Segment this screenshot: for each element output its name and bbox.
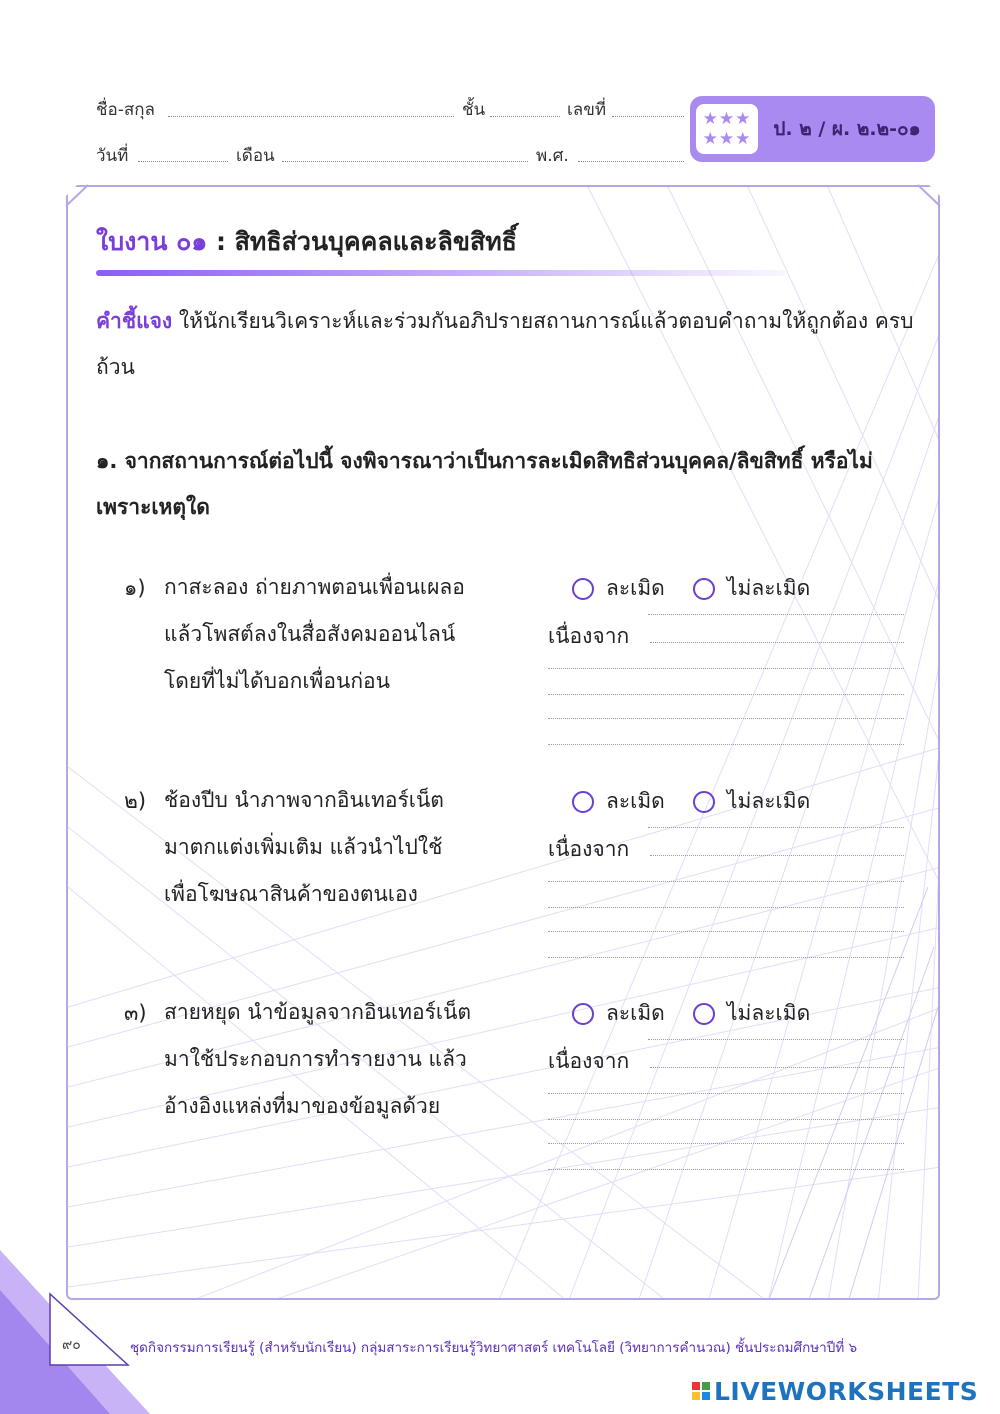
answer-line[interactable] — [650, 1067, 904, 1068]
answer-line[interactable] — [548, 957, 904, 958]
month-label: เดือน — [236, 146, 275, 166]
answer-line[interactable] — [548, 1119, 904, 1120]
number-field[interactable] — [612, 116, 684, 117]
option-violate[interactable]: ละเมิด — [572, 997, 665, 1030]
answer-line[interactable] — [650, 642, 904, 643]
name-field[interactable] — [168, 116, 454, 117]
because-label: เนื่องจาก — [548, 624, 630, 648]
year-label: พ.ศ. — [536, 146, 569, 166]
item-scenario: สายหยุด นำข้อมูลจากอินเทอร์เน็ต มาใช้ประกอบการทำรายงาน แล้ว อ้างอิงแหล่งที่มาของข้อมูลด้วย — [164, 1000, 472, 1118]
option-violate[interactable]: ละเมิด — [572, 785, 665, 818]
difficulty-stars-icon: ★★★ ★★★ — [696, 104, 758, 154]
answer-line[interactable] — [650, 855, 904, 856]
answer-line[interactable] — [548, 694, 904, 695]
option-not-violate[interactable]: ไม่ละเมิด — [693, 572, 810, 605]
liveworksheets-wordmark: LIVEWORKSHEETS — [714, 1376, 979, 1406]
name-label: ชื่อ-สกุล — [96, 100, 155, 120]
answer-line[interactable] — [548, 1093, 904, 1094]
level-badge — [690, 96, 935, 162]
year-field[interactable] — [578, 161, 684, 162]
answer-line[interactable] — [548, 1169, 904, 1170]
date-label: วันที่ — [96, 146, 129, 166]
date-field[interactable] — [138, 161, 228, 162]
radio-violate[interactable] — [572, 1003, 594, 1025]
worksheet-code: ป. ๒ / ผ. ๒.๒-๐๑ — [773, 118, 921, 140]
worksheet-title: ใบงาน ๐๑ : สิทธิส่วนบุคคลและลิขสิทธิ์ — [96, 227, 517, 256]
because-label: เนื่องจาก — [548, 1049, 630, 1073]
answer-line[interactable] — [548, 1143, 904, 1144]
radio-not-violate[interactable] — [693, 791, 715, 813]
option-violate[interactable]: ละเมิด — [572, 572, 665, 605]
class-label: ชั้น — [462, 100, 486, 120]
answer-line[interactable] — [648, 1039, 904, 1040]
title-underline — [96, 270, 786, 276]
answer-line[interactable] — [548, 931, 904, 932]
liveworksheets-grid-icon — [692, 1382, 710, 1400]
answer-line[interactable] — [648, 614, 904, 615]
answer-line[interactable] — [548, 907, 904, 908]
frame-corners — [60, 180, 946, 220]
answer-line[interactable] — [548, 718, 904, 719]
month-field[interactable] — [282, 161, 528, 162]
number-label: เลขที่ — [567, 100, 607, 120]
option-not-violate[interactable]: ไม่ละเมิด — [693, 997, 810, 1030]
page-number: ๙๐ — [62, 1337, 81, 1353]
option-not-violate[interactable]: ไม่ละเมิด — [693, 785, 810, 818]
answer-line[interactable] — [648, 827, 904, 828]
corner-triangle-decoration — [0, 1250, 150, 1414]
because-label: เนื่องจาก — [548, 837, 630, 861]
radio-violate[interactable] — [572, 791, 594, 813]
instruction: คำชี้แจง ให้นักเรียนวิเคราะห์และร่วมกันอภิปรายสถานการณ์แล้วตอบคำถามให้ถูกต้อง ครบถ้วน — [96, 309, 914, 379]
footer-caption: ชุดกิจกรรมการเรียนรู้ (สำหรับนักเรียน) กลุ่มสาระการเรียนรู้วิทยาศาสตร์ เทคโนโลยี (วิทยาการคำนวณ) ชั้นประถมศึกษาปีที่ ๖ — [130, 1340, 858, 1356]
radio-not-violate[interactable] — [693, 1003, 715, 1025]
item-scenario: กาสะลอง ถ่ายภาพตอนเพื่อนเผลอ แล้วโพสต์ลงในสื่อสังคมออนไลน์ โดยที่ไม่ได้บอกเพื่อนก่อน — [164, 575, 465, 693]
question-1: ๑. จากสถานการณ์ต่อไปนี้ จงพิจารณาว่าเป็นการละเมิดสิทธิส่วนบุคคล/ลิขสิทธิ์ หรือไม่ เพราะเหตุใด — [96, 449, 873, 519]
item-number: ๒) — [124, 789, 147, 813]
item-number: ๓) — [124, 1001, 147, 1025]
answer-line[interactable] — [548, 668, 904, 669]
class-field[interactable] — [490, 116, 560, 117]
answer-line[interactable] — [548, 744, 904, 745]
item-number: ๑) — [124, 576, 146, 600]
radio-violate[interactable] — [572, 578, 594, 600]
item-scenario: ช้องปีบ นำภาพจากอินเทอร์เน็ต มาตกแต่งเพิ่มเติม แล้วนำไปใช้ เพื่อโฆษณาสินค้าของตนเอง — [164, 788, 444, 906]
radio-not-violate[interactable] — [693, 578, 715, 600]
liveworksheets-logo — [692, 1376, 978, 1406]
answer-line[interactable] — [548, 881, 904, 882]
